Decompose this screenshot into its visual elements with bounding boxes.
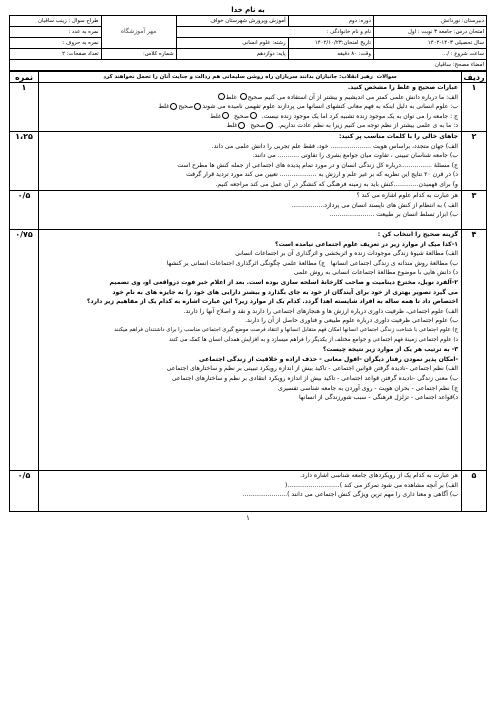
page-heading: به نام خدا	[231, 6, 265, 14]
true-option: صحیح	[250, 122, 266, 130]
true-radio[interactable]	[240, 93, 247, 100]
false-radio[interactable]	[170, 103, 177, 110]
duration: وقت: ۸۰ دقیقه	[288, 49, 373, 60]
q4-sub3: ۳- به ترتیب هر یک از موارد زیر نتیجه چیست؟	[322, 346, 458, 354]
page-count: تعداد صفحات: ۲	[10, 49, 102, 60]
q5-title: هر عبارت به کدام یک از رویکردهای جامعه شناسی اشاره دارد.	[299, 472, 458, 479]
q5-number: ۵	[462, 471, 487, 512]
q2-item-c: ج) مسئلۀ ................درباره کل زندگی انسان و در مورد تمام پدیده های اجتماعی از جمله کنش ها مطرح است	[177, 161, 458, 169]
q4-sub1-a: الف) مطالعۀ شیوۀ زندگی موجودات زنده و اثربخشی و اثرگذاری آن بر اجتماعات انسانی	[235, 250, 458, 258]
question-1	[10, 83, 487, 132]
q1-score: ۱	[10, 83, 39, 132]
question-4	[10, 230, 487, 471]
q5-item-b: ب) آگاهی و معنا داری را مهم ترین ویژگی کنش اجتماعی می دانند ).......................	[242, 491, 458, 499]
q2-title: جاهای خالی را با کلمات مناسب پر کنید:	[338, 133, 458, 140]
false-radio[interactable]	[218, 93, 225, 100]
false-option: غلط	[226, 122, 238, 130]
exam-header	[9, 15, 487, 71]
false-option: غلط	[225, 93, 237, 101]
col-score: نمره	[10, 72, 39, 83]
false-option: غلط	[158, 103, 170, 111]
q4-sub1-bc	[42, 259, 458, 269]
true-option: صحیح	[178, 103, 194, 111]
org-name: آموزش وپرورش شهرستان خواف	[176, 16, 288, 27]
q1-item-d	[42, 121, 458, 131]
q4-sub1: ۱-کدا میک از موارد زیر در تعریف علوم اجتماعی نیامده است؟	[275, 240, 458, 248]
q1-c-text: ج : جامعه را می توان به یک موجود زنده تشبیه کرد اما یک موجود زنده نیست.	[261, 112, 458, 120]
q4-sub3-c: ج) نظم اجتماعی - بحران هویت - روی آوردن به جامعه شناسی تفسیری	[278, 384, 458, 392]
false-radio[interactable]	[238, 122, 245, 129]
false-radio[interactable]	[222, 112, 229, 119]
q1-number: ۱	[462, 83, 487, 132]
q4-number: ۴	[462, 230, 487, 471]
school-year: سال تحصیلی ۱۴۰۳-۱۴۰۲	[374, 38, 487, 49]
q4-sub2-b: ب) علوم اجتماعی ظرفیت داوری درباره علوم طبیعی و فناوری حاصل از آن را دارند.	[245, 317, 458, 325]
question-5	[10, 471, 487, 512]
start-time: ساعت شروع : /...	[374, 49, 487, 60]
q2-score: ۱،۲۵	[10, 132, 39, 191]
class-number: شماره کلاس:	[101, 49, 176, 60]
q4-sub2-line3: اختصاص داد تا همه ساله به افراد شایسته اهدا گردد. کدام یک از موارد زیر؟ این عبارت اشاره به کدام یک از مفاهیم زیر دارد؟	[86, 298, 458, 306]
true-radio[interactable]	[194, 103, 201, 110]
q4-sub2-d: د) علوم اجتماعی زمینۀ فهم اجتماعی و جوامع مختلف از یکدیگر را فراهم میسازد و به افزایش همدلی انسان ها کمک می کنند	[169, 336, 458, 343]
q4-sub2-c: ج) علوم اجتماعی با شناخت زندگی اجتماعی انسانها امکان فهم متقابل انسانها و انتقاد فرصت موضع گیری اجتماعی مناسب را برای داشتندان فراهم میکنند	[114, 326, 458, 333]
q3-item-a: الف ) به انتظام از کنش های ناپسند انسان می پردازد.................	[291, 201, 458, 209]
q4-sub1-d: د) دانش هایی با موضوع مطالعۀ اجتماعات انسانی به روش علمی	[293, 269, 458, 277]
score-number: نمره به عدد :	[10, 27, 102, 38]
exam-name: امتحان درس: جامعه ۳ نوبت : اول	[374, 27, 487, 38]
q4-sub2-a: الف) علوم اجتماعی، ظرفیت داوری درباره ارزش ها و هنجارهای اجتماعی را دارند و نقد و اصلاح آنها را دارند.	[183, 307, 458, 315]
true-option: صحیح	[234, 112, 249, 120]
page-number: ۱	[246, 514, 250, 522]
q1-b-text: ب: علوم انسانی به دلیل اینکه به فهم معانی کنشهای انسانها می پردازند علوم تفهمی نامیده می شوند	[202, 103, 458, 111]
q3-number: ۳	[462, 191, 487, 230]
school-name: دبیرستان: نوردانش	[374, 16, 487, 27]
q2-number: ۲	[462, 132, 487, 191]
q1-item-b	[42, 102, 458, 112]
q3-item-b: ب) ابزار تسلط انسان بر طبیعت .......................	[329, 211, 458, 219]
q4-sub1-c: ج) مطالعۀ علمی چگونگی اثرگذاری اجتماعات انسانی بر کنشها	[166, 259, 326, 267]
q2-item-b: ب) جامعه شناسان تبیینی ، تفاوت میان جوامع بشری را تفاوتی ........... می دانند.	[252, 152, 458, 160]
designer: طراح سوال : زینب ساقیان	[10, 16, 102, 27]
grade: پایه: دوازدهم	[176, 49, 288, 60]
q1-title: عبارات صحیح و غلط را مشخص کنید.	[347, 84, 458, 91]
q4-sub1-b: ب) مطالعۀ روش مندانه ی زندگی اجتماعی انسانها	[330, 259, 458, 267]
col-question: سوالات	[376, 74, 397, 80]
q4-score: ۰/۷۵	[10, 230, 39, 471]
q4-sub3-a: الف) نظم اجتماعی -نادیده گرفتن قوانین اجتماعی - تاکید بیش از اندازه رویکرد تبیینی بر نظم و ساختارهای اجتماعی	[166, 365, 458, 373]
q1-item-c	[42, 112, 458, 122]
exam-page	[9, 5, 487, 697]
q4-sub3-b: ب) معنی زندگی -نادیده گرفتن قواعد اجتماعی - تاکید بیش از اندازه رویکرد انتقادی بر نظم و ساختارهای اجتماعی	[171, 374, 458, 382]
q5-score: ۰/۵	[10, 471, 39, 512]
q1-a-text: الف: ما درباره دانش علمی کمتر می اندیشیم و بیشتر از آن استفاده می کنیم	[264, 93, 458, 101]
exam-date: تاریخ امتحان:۱۴۰۲/۱۰/۲۳	[288, 38, 373, 49]
q5-item-a: الف) بر آنچه مشاهده می شود تمرکز می کند )...........................(	[285, 481, 458, 489]
q2-item-a: الف) جهان متجدد، براساس هویت ..................... خود، فقط علم تجربی را دانش علمی می داند.	[211, 142, 458, 150]
col-row: ردیف	[463, 72, 485, 82]
q4-sub3-terms: -امکان پذیر نمودن رفتار دیگران -افول معانی - حذف اراده و خلاقیت از زندگی اجتماعی	[199, 355, 458, 363]
q3-score: ۰/۵	[10, 191, 39, 230]
student-name: نام و نام خانوادگی :	[176, 27, 373, 38]
true-option: صحیح	[247, 93, 263, 101]
question-3	[10, 191, 487, 230]
false-option: غلط	[210, 112, 222, 120]
term: دوره: دوم	[288, 16, 373, 27]
q2-item-e: و) برای فهمیدن.............کنش باید به زمینه فرهنگی که کنشگر در آن عمل می کند مراجعه کنیم.	[215, 180, 458, 188]
q4-sub2-line2: می گیرد تصویر بهتری از خود برای آیندگان از خود به جای بگذارد و بیشتر دارایی های خود را به جایزه های به نام خود	[112, 288, 458, 296]
school-stamp: مهر آموزشگاه	[101, 16, 176, 49]
true-radio[interactable]	[266, 122, 273, 129]
true-radio[interactable]	[250, 112, 257, 119]
q1-item-a	[42, 93, 458, 103]
q4-sub3-d: د)قواعد اجتماعی - تزلزل فرهنگی - سبب شورزندگی از انسانها	[298, 394, 458, 402]
q3-title: هر عبارت به کدام علوم اشاره می کند ؟	[356, 192, 458, 199]
q4-title: گزینه صحیح را انتخاب کن :	[377, 231, 458, 238]
question-2	[10, 132, 487, 191]
q2-item-d: د) در قرن ۲۰ نتایج این نظریه که بر غیر علم و ارزش به ................... تعیین می کند مورد تردید قرار گرفت	[186, 171, 458, 179]
questions-table	[9, 71, 487, 512]
field: رشته: علوم انسانی	[176, 38, 288, 49]
col-quote	[39, 72, 462, 83]
teacher-sign: امضاء مصحح: ساقیان	[10, 60, 487, 71]
q1-d-text: د: ما به ی علمی بیشتر از نظم توجه می کنیم زیرا به نظم عادت نداریم.	[278, 122, 458, 130]
leader-quote: رهبر انقلاب: جانبازان بدانند سربازان راه روشن سلیمانی هم رذالت و جنایت آنان را تحمل نخواهند کرد	[103, 74, 373, 80]
q4-sub2: ۲-آلفرد نوبل، مخترع دینامیت و صاحب کارخانۀ اسلحه سازی بوده است. بعد از اعلام خبر فوت درواقعی او، وی تصمیم	[109, 278, 458, 286]
score-words: نمره به حروف :	[10, 38, 102, 49]
